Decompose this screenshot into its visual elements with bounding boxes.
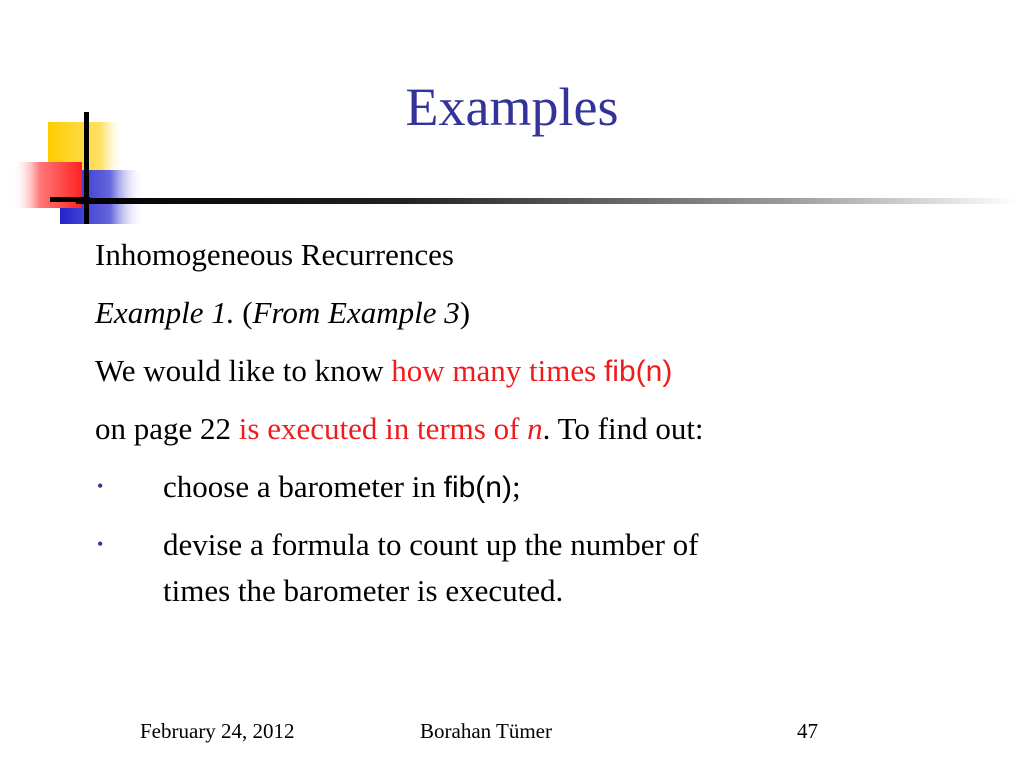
- question-highlight: how many times: [391, 353, 604, 388]
- bullet-text-line-2: times the barometer is executed.: [163, 573, 564, 608]
- example-line: [95, 290, 470, 335]
- example-reference: From Example 3: [252, 295, 460, 330]
- logo-red-square: [12, 162, 82, 208]
- footer-date: February 24, 2012: [140, 719, 295, 743]
- bullet-marker: •: [97, 534, 104, 554]
- context-highlight: is executed in terms of: [238, 411, 528, 446]
- question-prefix: We would like to know: [95, 353, 392, 388]
- context-suffix: . To find out:: [542, 411, 704, 446]
- bullet-text-line-1: devise a formula to count up the number of: [163, 527, 699, 562]
- bullet-marker: •: [97, 476, 104, 496]
- logo-blue-square: [60, 170, 144, 224]
- context-prefix: on page 22: [95, 411, 239, 446]
- footer-author: Borahan Tümer: [420, 719, 552, 743]
- example-label: Example 1.: [95, 295, 235, 330]
- bullet-text: [163, 464, 521, 510]
- heading-line: [95, 232, 454, 277]
- question-line: [95, 348, 672, 394]
- bullet-text-after: ;: [511, 469, 521, 504]
- bullet-text-before: choose a barometer in: [163, 469, 444, 504]
- slide-title: Examples: [405, 77, 619, 137]
- question-code: fib(n): [603, 355, 673, 388]
- title-divider: [76, 198, 1016, 204]
- section-heading: Inhomogeneous Recurrences: [95, 237, 454, 272]
- example-close-paren: ): [459, 295, 471, 330]
- context-line: [95, 406, 704, 451]
- context-variable: n: [527, 411, 543, 446]
- bullet-code: fib(n): [443, 471, 512, 504]
- example-open-paren: (: [234, 295, 253, 330]
- footer-page-number: 47: [797, 719, 818, 743]
